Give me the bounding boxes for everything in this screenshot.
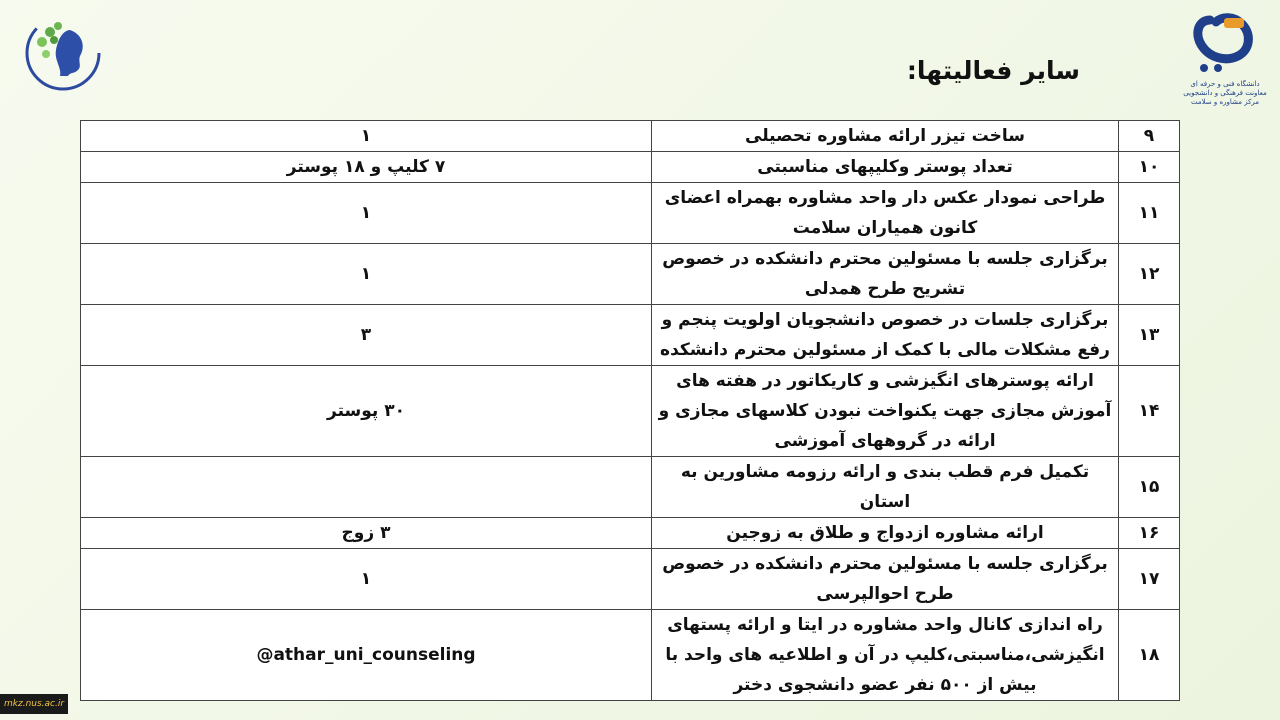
activity-value: ۳ [81,305,652,366]
table-row [81,610,1180,701]
tree-head-logo [20,10,106,96]
table-row [81,366,1180,457]
table-row [81,305,1180,366]
logo-caption-line: معاونت فرهنگی و دانشجویی [1183,89,1267,97]
page-title: سایر فعالیتها: [906,56,1080,85]
activity-value: ۱ [81,549,652,610]
row-number: ۱۱ [1119,183,1180,244]
university-logo-icon [1180,12,1270,74]
table-row [81,457,1180,518]
activity-value: ۱ [81,183,652,244]
activity-description: ارائه پوسترهای انگیزشی و کاریکاتور در هفته های آموزش مجازی جهت یکنواخت نبودن کلاسهای مجازی و ارائه در گروههای آموزشی [652,366,1119,457]
table-row [81,183,1180,244]
activity-description: برگزاری جلسه با مسئولین محترم دانشکده در خصوص تشریح طرح همدلی [652,244,1119,305]
table-row [81,244,1180,305]
activity-description: تکمیل فرم قطب بندی و ارائه رزومه مشاورین به استان [652,457,1119,518]
activity-value: ۷ کلیپ و ۱۸ پوستر [81,152,652,183]
activity-value: ۳ زوج [81,518,652,549]
row-number: ۱۵ [1119,457,1180,518]
activity-description: ساخت تیزر ارائه مشاوره تحصیلی [652,121,1119,152]
row-number: ۱۰ [1119,152,1180,183]
row-number: ۹ [1119,121,1180,152]
row-number: ۱۲ [1119,244,1180,305]
logo-caption-line: مرکز مشاوره و سلامت [1190,98,1260,106]
activity-value: ۱ [81,244,652,305]
table-row [81,121,1180,152]
activity-value: ۳۰ پوستر [81,366,652,457]
table-row [81,518,1180,549]
table-row [81,549,1180,610]
university-logo [1180,12,1270,112]
logo-caption-line: دانشگاه فنی و حرفه ای [1190,80,1260,88]
activity-value [81,457,652,518]
activity-description: تعداد پوستر وکلیپهای مناسبتی [652,152,1119,183]
activity-description: ارائه مشاوره ازدواج و طلاق به زوجین [652,518,1119,549]
activity-description: طراحی نمودار عکس دار واحد مشاوره بهمراه اعضای کانون همیاران سلامت [652,183,1119,244]
activity-description: برگزاری جلسات در خصوص دانشجویان اولویت پنجم و رفع مشکلات مالی با کمک از مسئولین محترم دانشکده [652,305,1119,366]
university-logo-caption [1180,80,1270,107]
footer-url: mkz.nus.ac.ir [0,694,68,714]
activities-table [80,120,1180,701]
row-number: ۱۳ [1119,305,1180,366]
activity-value: ۱ [81,121,652,152]
activity-description: راه اندازی کانال واحد مشاوره در ایتا و ارائه پستهای انگیزشی،مناسبتی،کلیپ در آن و اطلاعیه های واحد با بیش از ۵۰۰ نفر عضو دانشجوی دختر [652,610,1119,701]
tree-head-logo-icon [20,10,106,96]
row-number: ۱۸ [1119,610,1180,701]
table-row [81,152,1180,183]
row-number: ۱۴ [1119,366,1180,457]
activity-description: برگزاری جلسه با مسئولین محترم دانشکده در خصوص طرح احوالپرسی [652,549,1119,610]
channel-handle: @athar_uni_counseling [81,610,652,701]
row-number: ۱۶ [1119,518,1180,549]
row-number: ۱۷ [1119,549,1180,610]
